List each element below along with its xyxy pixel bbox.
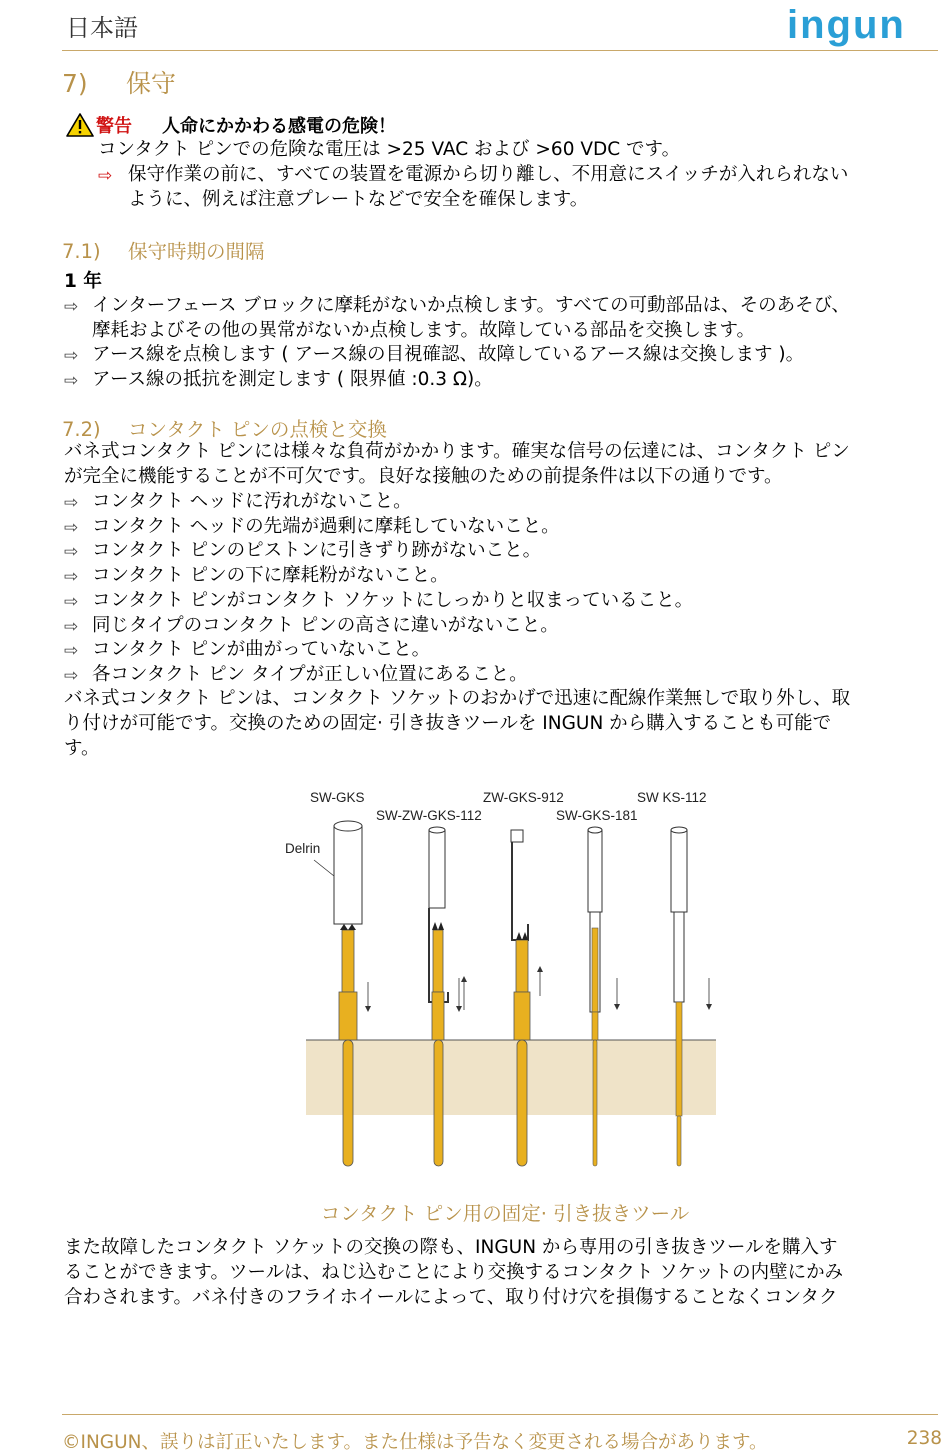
check-item: 各コンタクト ピン タイプが正しい位置にあること。 bbox=[92, 664, 528, 685]
section-title: 保守 bbox=[126, 69, 177, 98]
mounting-plate bbox=[306, 1040, 716, 1115]
arrow-right-icon: ⇨ bbox=[64, 493, 79, 513]
tool-sw-gks-181 bbox=[588, 827, 620, 1166]
after-line2: り付けが可能です。交換のための固定· 引き抜きツールを INGUN から購入することも可能で bbox=[64, 713, 832, 734]
warning-text: コンタクト ピンでの危険な電圧は >25 VAC および >60 VDC です。 bbox=[98, 139, 681, 160]
closing-line3: 合わされます。バネ付きのフライホイールによって、取り付け穴を損傷することなくコンタク bbox=[64, 1287, 838, 1308]
extraction-tools-figure bbox=[280, 780, 730, 1180]
after-line3: す。 bbox=[64, 738, 100, 759]
arrow-right-icon: ⇨ bbox=[64, 346, 79, 366]
tool-sw-zw-gks-112 bbox=[429, 827, 467, 1166]
arrow-right-icon: ⇨ bbox=[64, 567, 79, 587]
section-heading bbox=[62, 64, 176, 100]
intro-line2: が完全に機能することが不可欠です。良好な接触のための前提条件は以下の通りです。 bbox=[64, 466, 783, 487]
warning-triangle-icon bbox=[66, 112, 94, 138]
ingun-logo bbox=[787, 2, 937, 48]
maintenance-item-1-line1: インターフェース ブロックに摩耗がないか点検します。すべての可動部品は、そのあそび、 bbox=[92, 295, 850, 316]
footer-divider bbox=[62, 1414, 938, 1415]
maintenance-item-3: アース線の抵抗を測定します ( 限界値 :0.3 Ω)。 bbox=[92, 369, 493, 390]
warning-bullet-line1: 保守作業の前に、すべての装置を電源から切り離し、不用意にスイッチが入れられない bbox=[128, 164, 849, 185]
figure-caption: コンタクト ピン用の固定· 引き抜きツール bbox=[320, 1202, 690, 1225]
label-sw-zw-gks-112: SW-ZW-GKS-112 bbox=[376, 808, 482, 823]
page-number: 238 bbox=[906, 1428, 942, 1449]
subsection-heading-7-1 bbox=[62, 236, 265, 264]
subsection-title: コンタクト ピンの点検と交換 bbox=[128, 418, 387, 441]
maintenance-item-1-line2: 摩耗およびその他の異常がないか点検します。故障している部品を交換します。 bbox=[92, 320, 756, 341]
arrow-right-icon: ⇨ bbox=[64, 518, 79, 538]
warning-title: 人命にかかわる感電の危険！ bbox=[162, 116, 396, 137]
arrow-right-icon: ⇨ bbox=[64, 641, 79, 661]
check-item: コンタクト ヘッドに汚れがないこと。 bbox=[92, 491, 412, 512]
check-item: コンタクト ヘッドの先端が過剰に摩耗していないこと。 bbox=[92, 516, 560, 537]
header-language: 日本語 bbox=[66, 14, 138, 42]
maintenance-item-2: アース線を点検します ( アース線の目視確認、故障しているアース線は交換します )。 bbox=[92, 344, 805, 365]
warning-bullet-line2: ように、例えば注意プレートなどで安全を確保します。 bbox=[128, 189, 589, 210]
svg-text:ingun: ingun bbox=[787, 3, 906, 47]
label-sw-gks: SW-GKS bbox=[310, 790, 365, 805]
arrow-right-icon: ⇨ bbox=[98, 166, 113, 186]
label-sw-ks-112: SW KS-112 bbox=[637, 790, 707, 805]
section-number: 7) bbox=[62, 69, 88, 98]
footer-copyright: ©INGUN、誤りは訂正いたします。また仕様は予告なく変更される場合があります。 bbox=[62, 1432, 768, 1453]
arrow-right-icon: ⇨ bbox=[64, 542, 79, 562]
interval-label: 1 年 bbox=[64, 271, 102, 292]
check-item: コンタクト ピンが曲がっていないこと。 bbox=[92, 639, 431, 660]
intro-line1: バネ式コンタクト ピンには様々な負荷がかかります。確実な信号の伝達には、コンタクト ピン bbox=[64, 441, 850, 462]
warning-label: 警告 bbox=[96, 116, 132, 137]
closing-line1: また故障したコンタクト ソケットの交換の際も、INGUN から専用の引き抜きツールを購入す bbox=[64, 1237, 838, 1258]
arrow-right-icon: ⇨ bbox=[64, 666, 79, 686]
label-delrin: Delrin bbox=[285, 841, 321, 856]
check-item: コンタクト ピンのピストンに引きずり跡がないこと。 bbox=[92, 540, 542, 561]
check-item: コンタクト ピンの下に摩耗粉がないこと。 bbox=[92, 565, 449, 586]
after-line1: バネ式コンタクト ピンは、コンタクト ソケットのおかげで迅速に配線作業無しで取り外し、取 bbox=[64, 688, 851, 709]
subsection-number: 7.1) bbox=[62, 240, 101, 263]
arrow-right-icon: ⇨ bbox=[64, 371, 79, 391]
subsection-title: 保守時期の間隔 bbox=[128, 240, 265, 263]
check-item: 同じタイプのコンタクト ピンの高さに違いがないこと。 bbox=[92, 615, 559, 636]
arrow-right-icon: ⇨ bbox=[64, 297, 79, 317]
check-item: コンタクト ピンがコンタクト ソケットにしっかりと収まっていること。 bbox=[92, 590, 694, 611]
subsection-number: 7.2) bbox=[62, 418, 101, 441]
header-divider bbox=[62, 50, 938, 51]
closing-line2: ることができます。ツールは、ねじ込むことにより交換するコンタクト ソケットの内壁にかみ bbox=[64, 1262, 844, 1283]
arrow-right-icon: ⇨ bbox=[64, 617, 79, 637]
arrow-right-icon: ⇨ bbox=[64, 592, 79, 612]
tool-zw-gks-912 bbox=[511, 830, 543, 1166]
label-zw-gks-912: ZW-GKS-912 bbox=[483, 790, 564, 805]
label-sw-gks-181: SW-GKS-181 bbox=[556, 808, 638, 823]
subsection-heading-7-2 bbox=[62, 414, 387, 442]
tool-sw-ks-112 bbox=[671, 827, 712, 1166]
